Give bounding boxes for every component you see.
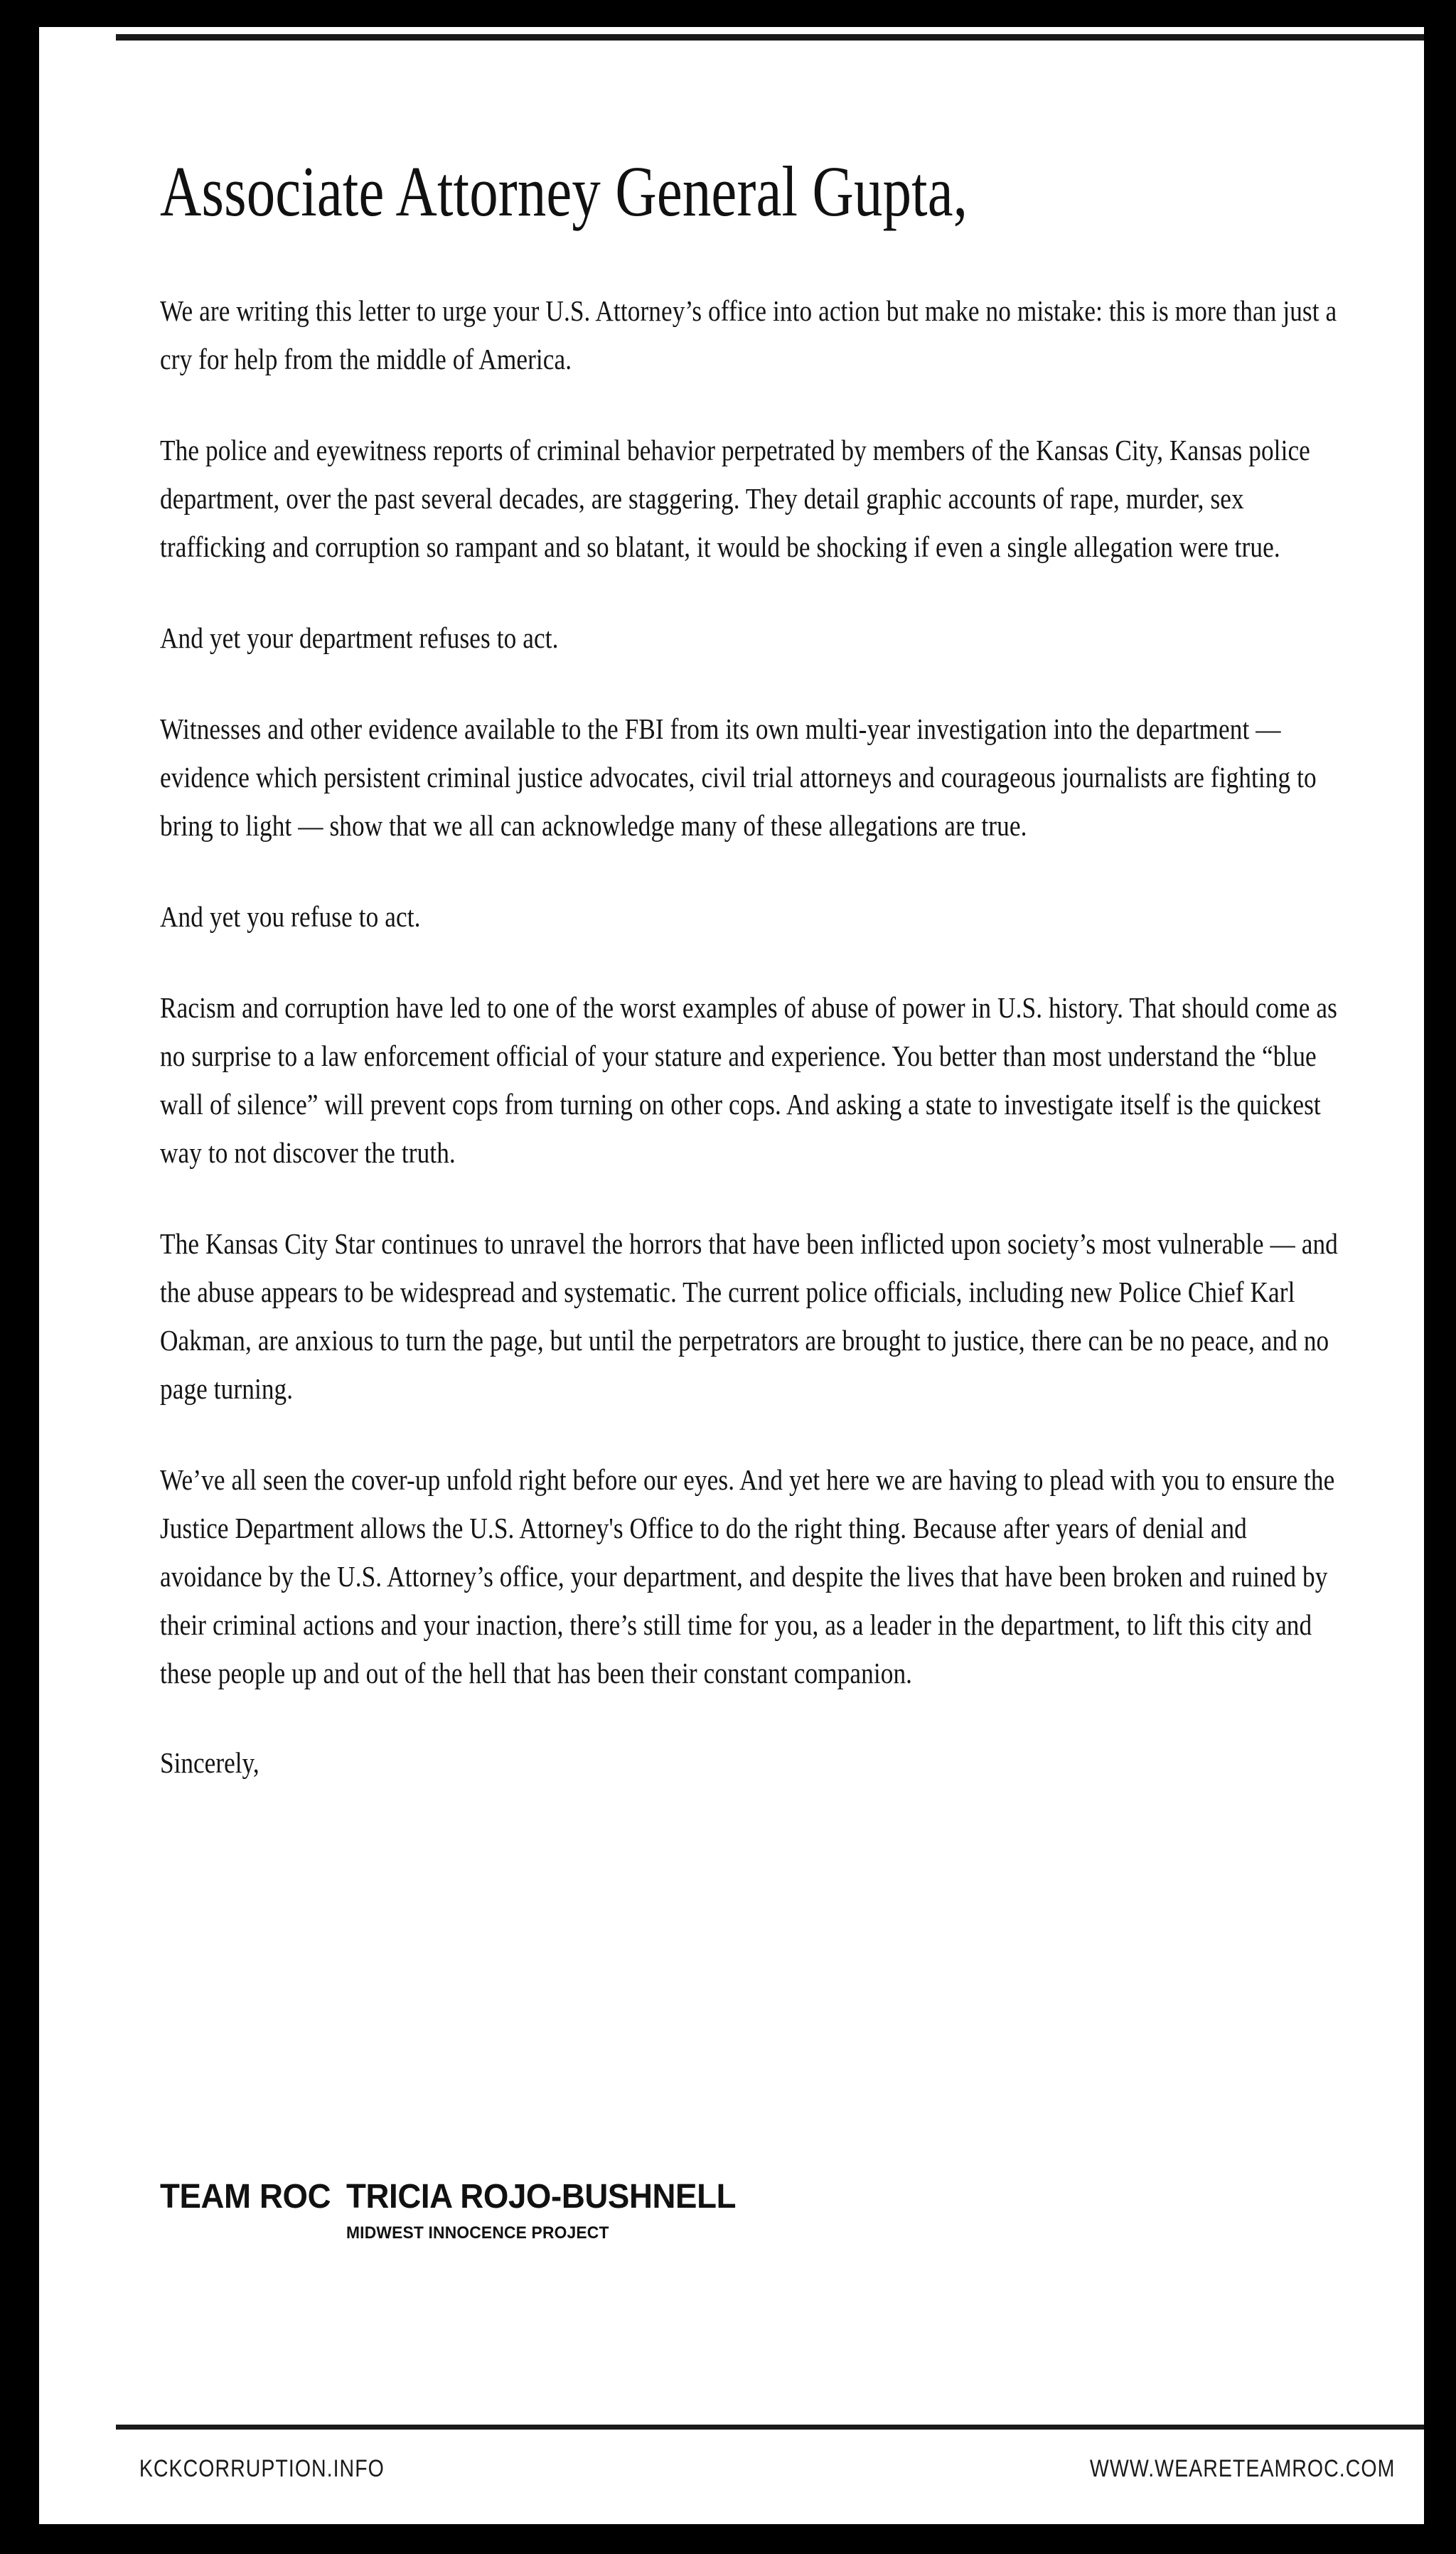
footer-link-kckcorruption[interactable]: KCKCORRUPTION.INFO [139, 2455, 385, 2482]
footer-divider-rule [116, 2425, 1424, 2430]
paragraph-2: The police and eyewitness reports of criminal behavior perpetrated by members of the Kansas City, Kansas police department, over the past several decades, are staggering. They detail graphic accounts of rape, murder, sex trafficking and corruption so rampant and so blatant, it would be shocking if even a single allegation were true. [160, 434, 1310, 564]
top-divider-rule [116, 34, 1424, 41]
page-title: Associate Attorney General Gupta, [160, 151, 968, 231]
paragraph-5: And yet you refuse to act. [160, 900, 421, 934]
signatory-name: TEAM ROC [160, 2178, 331, 2216]
paragraph-8: We’ve all seen the cover-up unfold right before our eyes. And yet here we are having to plead with you to ensure the Justice Department allows the U.S. Attorney's Office to do the right thing. Because after years of denial and avoidance by the U.S. Attorney’s office, your department, and despite the lives that have been broken and ruined by their criminal actions and your inaction, there’s still time for you, as a leader in the department, to lift this city and these people up and out of the hell that has been their constant companion. [160, 1463, 1335, 1690]
closing-salutation: Sincerely, [160, 1746, 259, 1780]
paragraph-3: And yet your department refuses to act. [160, 621, 559, 655]
footer [116, 2455, 1424, 2483]
signatory-tricia-rojo-bushnell [346, 2179, 756, 2244]
letter-content [160, 151, 1340, 1784]
paragraph-1: We are writing this letter to urge your U.S. Attorney’s office into action but make no mistake: this is more than just a cry for help from the middle of America. [160, 294, 1337, 376]
signatory-name: TRICIA ROJO-BUSHNELL [346, 2178, 737, 2216]
footer-link-weareteamroc[interactable]: WWW.WEARETEAMROC.COM [1089, 2455, 1396, 2482]
paragraph-7: The Kansas City Star continues to unravel the horrors that have been inflicted upon society’s most vulnerable — and the abuse appears to be widespread and systematic. The current police officials, including new Police Chief Karl Oakman, are anxious to turn the page, but until the perpetrators are brought to justice, there can be no peace, and no page turning. [160, 1227, 1338, 1406]
paragraph-6: Racism and corruption have led to one of the worst examples of abuse of power in U.S. history. That should come as no surprise to a law enforcement official of your stature and experience. You better than most understand the “blue wall of silence” will prevent cops from turning on other cops. And asking a state to investigate itself is the quickest way to not discover the truth. [160, 991, 1337, 1170]
signatory-organization: MIDWEST INNOCENCE PROJECT [346, 2223, 609, 2243]
letter-page [39, 27, 1424, 2524]
signatory-team-roc [160, 2179, 346, 2216]
paragraph-4: Witnesses and other evidence available to the FBI from its own multi-year investigation into the department — evidence which persistent criminal justice advocates, civil trial attorneys and courageous journalists are fighting to bring to light — show that we all can acknowledge many of these allegations are true. [160, 712, 1317, 843]
letter-body [160, 287, 1340, 1697]
signature-block [160, 2179, 1340, 2244]
